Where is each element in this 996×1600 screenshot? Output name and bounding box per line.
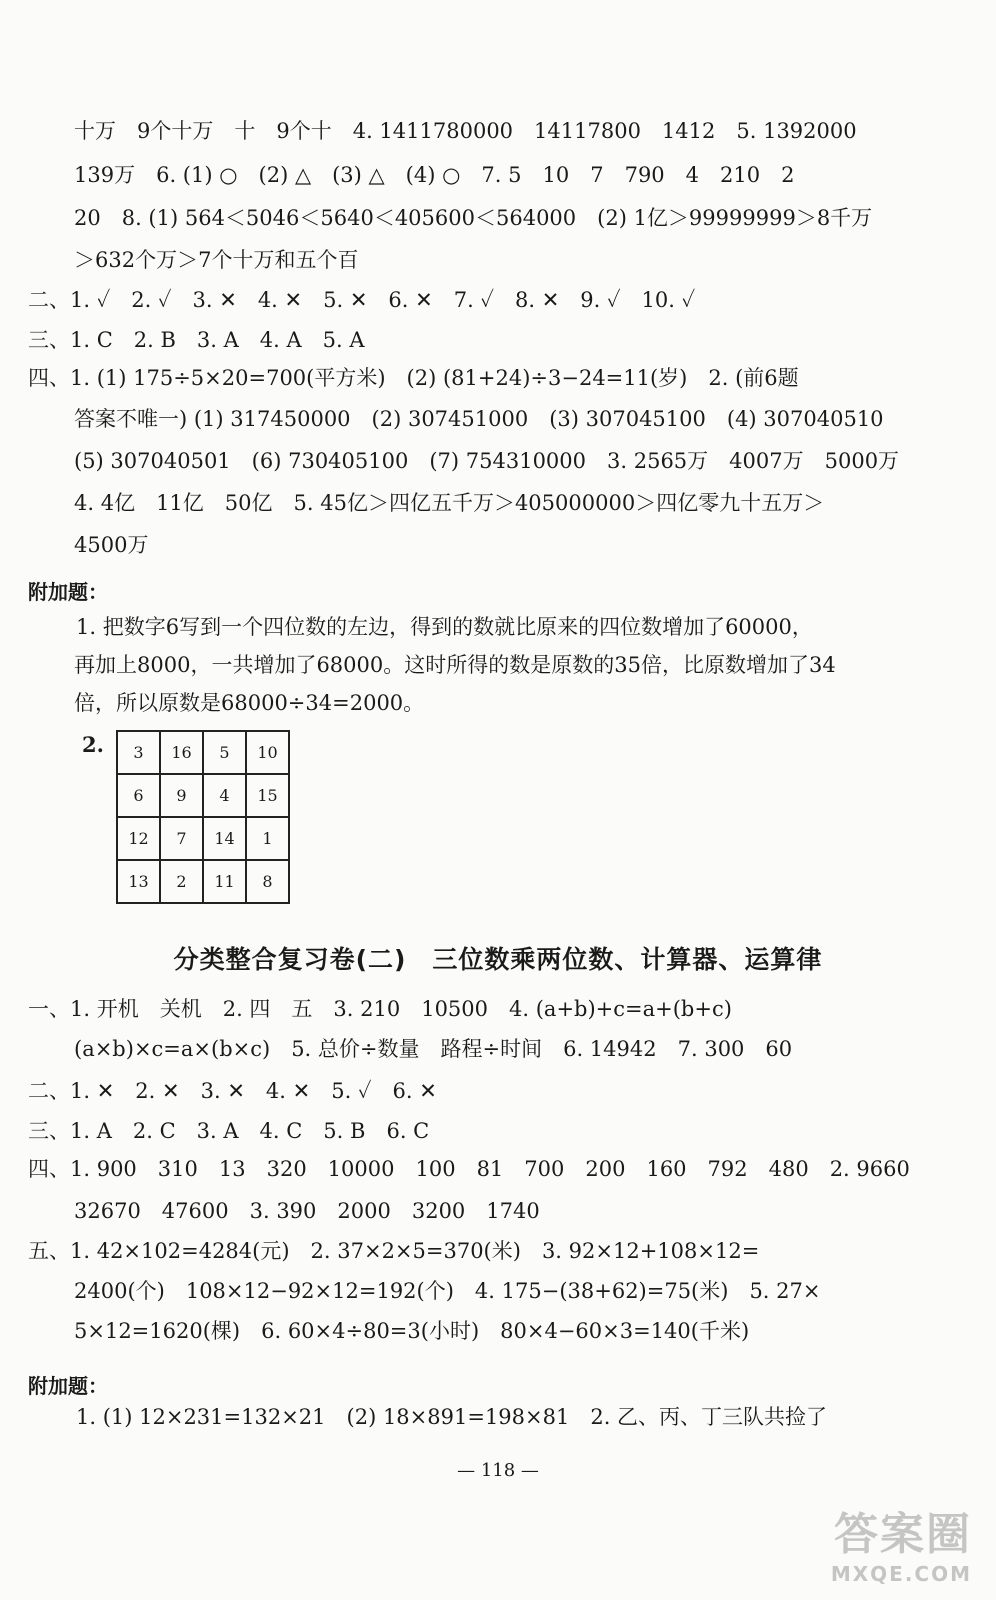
section-4-line: 4. 4亿 11亿 50亿 5. 45亿＞四亿五千万＞405000000＞四亿零九十五万＞ bbox=[74, 491, 825, 515]
extra-line: 再加上8000，一共增加了68000。这时所得的数是原数的35倍，比原数增加了34 bbox=[74, 653, 836, 677]
watermark-main: 答案圈 bbox=[834, 1509, 972, 1560]
answer-line: 139万 6. (1) ○ (2) △ (3) △ (4) ○ 7. 5 10 7 790 4 210 2 bbox=[74, 163, 795, 187]
section-2-answers: 二、1. ✓ 2. ✓ 3. ✕ 4. ✕ 5. ✕ 6. ✕ 7. ✓ 8. ✕ 9. ✓ 10. ✓ bbox=[28, 288, 696, 312]
grid-cell: 16 bbox=[160, 731, 203, 774]
grid-cell: 13 bbox=[117, 860, 160, 903]
section-5-line: 5×12=1620(棵) 6. 60×4÷80=3(小时) 80×4−60×3=140(千米) bbox=[74, 1319, 750, 1343]
grid-cell: 7 bbox=[160, 817, 203, 860]
grid-cell: 11 bbox=[203, 860, 246, 903]
extra-heading: 附加题： bbox=[28, 1374, 108, 1398]
section-5-line: 2400(个) 108×12−92×12=192(个) 4. 175−(38+62)=75(米) 5. 27× bbox=[74, 1279, 821, 1303]
section-1-line: (a×b)×c=a×(b×c) 5. 总价÷数量 路程÷时间 6. 14942 7. 300 60 bbox=[74, 1037, 793, 1061]
section-4-line: 32670 47600 3. 390 2000 3200 1740 bbox=[74, 1199, 540, 1223]
grid-cell: 2 bbox=[160, 860, 203, 903]
grid-cell: 1 bbox=[246, 817, 289, 860]
section-2-answers: 二、1. ✕ 2. ✕ 3. ✕ 4. ✕ 5. ✓ 6. ✕ bbox=[28, 1079, 437, 1103]
section-4-line: 四、1. (1) 175÷5×20=700(平方米) (2) (81+24)÷3−24=11(岁) 2. (前6题 bbox=[28, 366, 799, 390]
grid-cell: 4 bbox=[203, 774, 246, 817]
extra-line: 倍，所以原数是68000÷34=2000。 bbox=[74, 691, 425, 715]
section-3-answers: 三、1. C 2. B 3. A 4. A 5. A bbox=[28, 328, 365, 352]
answer-line: 20 8. (1) 564＜5046＜5640＜405600＜564000 (2) 1亿＞99999999＞8千万 bbox=[74, 206, 873, 230]
extra-heading: 附加题： bbox=[28, 580, 108, 604]
watermark-sub: MXQE.COM bbox=[830, 1562, 972, 1586]
page-number: — 118 — bbox=[457, 1460, 539, 1481]
grid-cell: 6 bbox=[117, 774, 160, 817]
magic-square-grid bbox=[116, 730, 290, 904]
grid-cell: 14 bbox=[203, 817, 246, 860]
section-4-line: (5) 307040501 (6) 730405100 (7) 754310000 3. 2565万 4007万 5000万 bbox=[74, 449, 900, 473]
grid-cell: 5 bbox=[203, 731, 246, 774]
answer-line: 十万 9个十万 十 9个十 4. 1411780000 14117800 1412 5. 1392000 bbox=[74, 119, 857, 143]
extra-line: 1. 把数字6写到一个四位数的左边，得到的数就比原来的四位数增加了60000， bbox=[76, 615, 813, 639]
grid-cell: 3 bbox=[117, 731, 160, 774]
section-5-line: 五、1. 42×102=4284(元) 2. 37×2×5=370(米) 3. 92×12+108×12= bbox=[28, 1239, 760, 1263]
grid-cell: 9 bbox=[160, 774, 203, 817]
grid-cell: 8 bbox=[246, 860, 289, 903]
section-4-line: 4500万 bbox=[74, 533, 149, 557]
grid-label: 2. bbox=[82, 732, 104, 757]
section-1-line: 一、1. 开机 关机 2. 四 五 3. 210 10500 4. (a+b)+c=a+(b+c) bbox=[28, 997, 732, 1021]
answer-line: ＞632个万＞7个十万和五个百 bbox=[74, 248, 359, 272]
grid-cell: 12 bbox=[117, 817, 160, 860]
section-title: 分类整合复习卷(二) 三位数乘两位数、计算器、运算律 bbox=[173, 945, 823, 974]
watermark-logo bbox=[831, 1498, 972, 1586]
section-3-answers: 三、1. A 2. C 3. A 4. C 5. B 6. C bbox=[28, 1119, 430, 1143]
grid-cell: 10 bbox=[246, 731, 289, 774]
grid-cell: 15 bbox=[246, 774, 289, 817]
section-4-line: 四、1. 900 310 13 320 10000 100 81 700 200 160 792 480 2. 9660 bbox=[28, 1157, 910, 1181]
extra-line: 1. (1) 12×231=132×21 (2) 18×891=198×81 2. 乙、丙、丁三队共捡了 bbox=[76, 1405, 828, 1429]
section-4-line: 答案不唯一) (1) 317450000 (2) 307451000 (3) 307045100 (4) 307040510 bbox=[74, 407, 884, 431]
